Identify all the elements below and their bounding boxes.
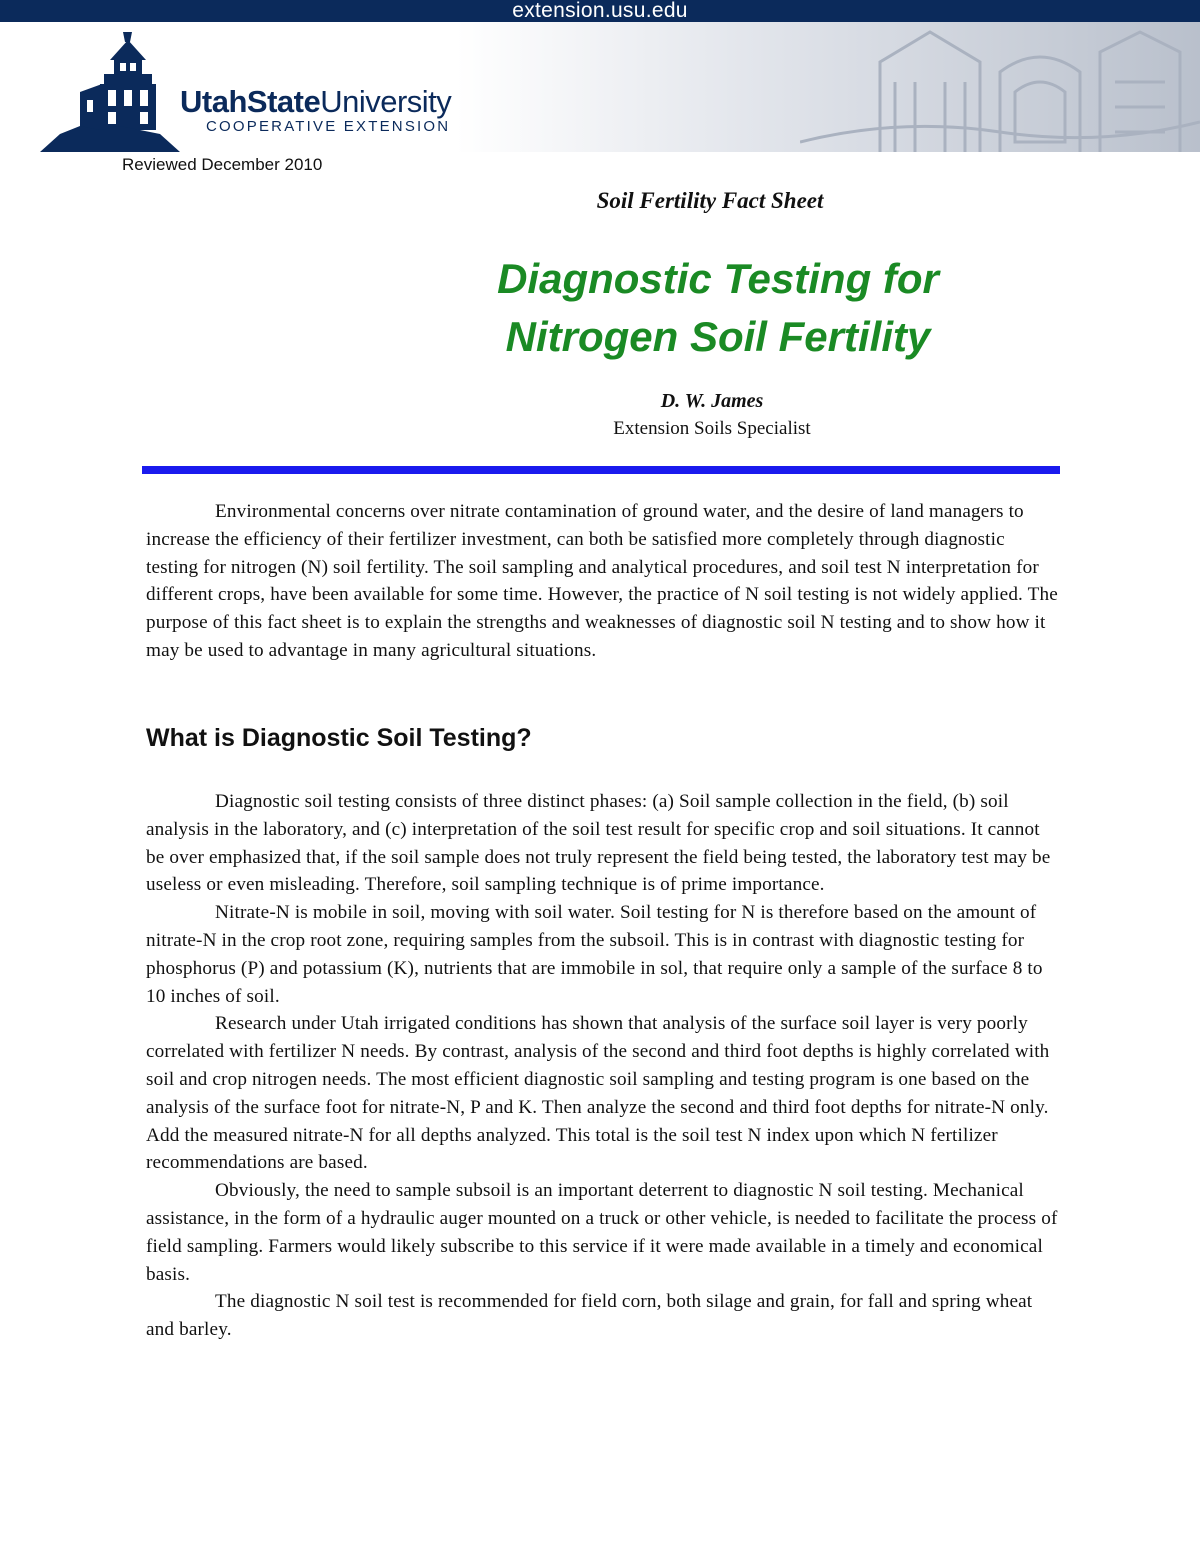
university-name	[180, 84, 451, 120]
intro-section	[146, 498, 1060, 665]
reviewed-date: Reviewed December 2010	[122, 155, 323, 174]
body-paragraph: Nitrate-N is mobile in soil, moving with soil water. Soil testing for N is therefore based on the amount of nitrate-N in the crop root zone, requiring samples from the subsoil. This is in contrast with diagnostic testing for phosphorus (P) and potassium (K), nutrients that are immobile in sol, that require only a sample of the surface 8 to 10 inches of soil.	[146, 902, 1043, 1007]
page-title	[0, 250, 1200, 366]
university-name-regular: University	[320, 84, 452, 119]
site-url-bar[interactable]	[0, 0, 1200, 22]
series-title: Soil Fertility Fact Sheet	[596, 188, 824, 213]
old-main-tower-logo-icon	[40, 30, 180, 152]
section-body	[146, 788, 1060, 1344]
header-banner	[0, 22, 1200, 152]
division-name: COOPERATIVE EXTENSION	[206, 118, 451, 135]
body-paragraph: Diagnostic soil testing consists of three distinct phases: (a) Soil sample collection in the field, (b) soil analysis in the laboratory, and (c) interpretation of the soil test result for specific crop and soil situations. It cannot be over emphasized that, if the soil sample does not truly represent the field being tested, the laboratory test may be useless or even misleading. Therefore, soil sampling technique is of prime importance.	[146, 791, 1051, 896]
university-name-bold: UtahState	[180, 84, 321, 119]
body-paragraph: The diagnostic N soil test is recommended for field corn, both silage and grain, for fall and spring wheat and barley.	[146, 1291, 1033, 1341]
intro-paragraph: Environmental concerns over nitrate contamination of ground water, and the desire of land managers to increase the efficiency of their fertilizer investment, can both be satisfied more completely through diagnostic testing for nitrogen (N) soil fertility. The soil sampling and analytical procedures, and soil test N interpretation for different crops, have been available for some time. However, the practice of N soil testing is not widely applied. The purpose of this fact sheet is to explain the strengths and weaknesses of diagnostic soil N testing and to show how it may be used to advantage in many agricultural situations.	[146, 501, 1058, 661]
divider-rule	[142, 466, 1060, 474]
section-heading: What is Diagnostic Soil Testing?	[146, 724, 532, 752]
author-role: Extension Soils Specialist	[613, 418, 811, 439]
author-name: D. W. James	[660, 390, 764, 412]
building-illustration	[800, 22, 1200, 152]
body-paragraph: Research under Utah irrigated conditions has shown that analysis of the surface soil layer is very poorly correlated with fertilizer N needs. By contrast, analysis of the second and third foot depths is highly correlated with soil and crop nitrogen needs. The most efficient diagnostic soil sampling and testing program is one based on the analysis of the surface foot for nitrate-N, P and K. Then analyze the second and third foot depths for nitrate-N only. Add the measured nitrate-N for all depths analyzed. This total is the soil test N index upon which N fertilizer recommendations are based.	[146, 1013, 1050, 1174]
body-paragraph: Obviously, the need to sample subsoil is an important deterrent to diagnostic N soil testing. Mechanical assistance, in the form of a hydraulic auger mounted on a truck or other vehicle, is needed to facilitate the process of field sampling. Farmers would likely subscribe to this service if it were made available in a timely and economical basis.	[146, 1180, 1058, 1285]
page-title-line-2: Nitrogen Soil Fertility	[505, 313, 931, 360]
page-title-line-1: Diagnostic Testing for	[497, 255, 939, 302]
site-url[interactable]: extension.usu.edu	[512, 0, 688, 22]
